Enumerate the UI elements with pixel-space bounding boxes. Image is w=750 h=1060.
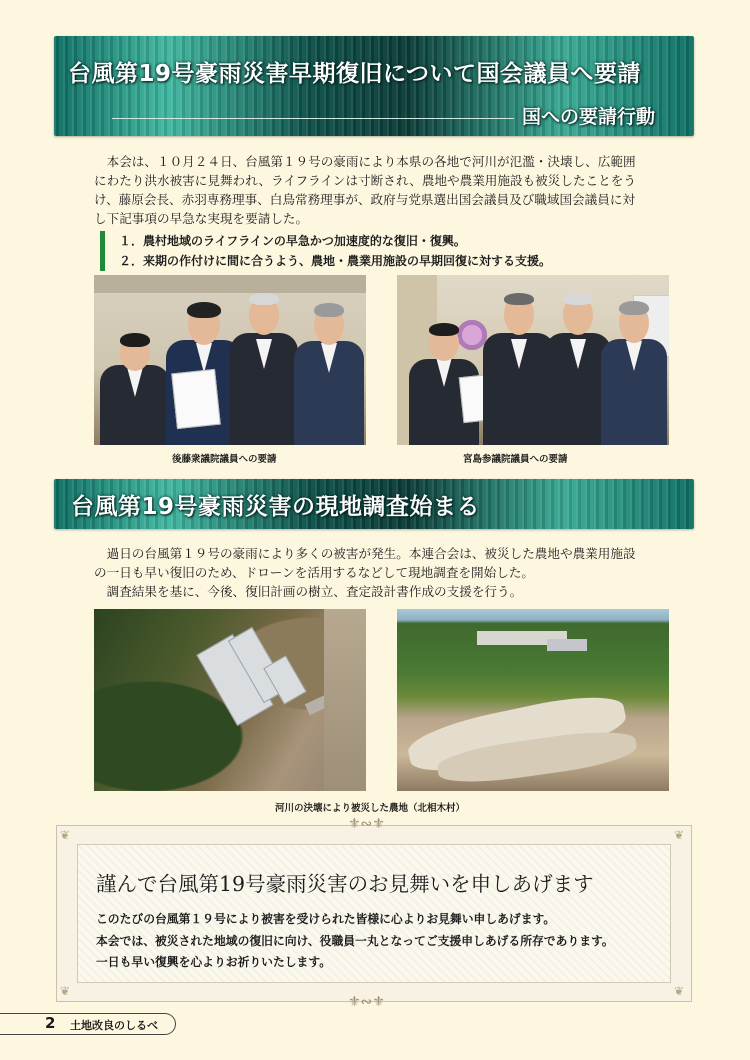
page-footer — [0, 1013, 176, 1035]
survey-line: 調査結果を基に、今後、復旧計画の樹立、査定設計書作成の支援を行う。 — [94, 584, 523, 599]
section1-intro — [94, 152, 669, 228]
survey-line: 過日の台風第１９号の豪雨により多くの被害が発生。本連合会は、被災した農地や農業用施設 — [94, 546, 636, 561]
request-item: ２．来期の作付けに間に合うよう、農地・農業用施設の早期回復に対する支援。 — [119, 254, 552, 268]
section1-subtitle: 国への要請行動 — [522, 106, 656, 128]
photo-caption-goto: 後藤衆議院議員への要請 — [172, 454, 277, 465]
sympathy-title: 謹んで台風第19号豪雨災害のお見舞いを申しあげます — [96, 872, 594, 896]
corner-ornament-icon: ❦ — [60, 984, 71, 998]
corner-ornament-icon: ❦ — [674, 984, 685, 998]
corner-ornament-icon: ❦ — [60, 828, 71, 842]
meeting-photo-goto — [94, 275, 366, 445]
sympathy-line: このたびの台風第１９号により被害を受けられた皆様に心よりお見舞い申しあげます。 — [96, 912, 556, 926]
publication-name: 土地改良のしるべ — [70, 1019, 158, 1032]
survey-line: の一日も早い復旧のため、ドローンを活用するなどして現地調査を開始した。 — [94, 565, 535, 580]
section1-title: 台風第19号豪雨災害早期復旧について国会議員へ要請 — [68, 61, 642, 87]
ornament-icon: ⚜∾⚜ — [348, 994, 385, 1010]
intro-line: 本会は、１０月２４日、台風第１９号の豪雨により本県の各地で河川が氾濫・決壊し、広範囲 — [94, 154, 636, 169]
request-list — [100, 231, 551, 271]
section2-banner — [54, 479, 694, 529]
request-item: １．農村地域のライフラインの早急かつ加速度的な復旧・復興。 — [119, 234, 466, 248]
corner-ornament-icon: ❦ — [674, 828, 685, 842]
ornament-icon: ⚜∾⚜ — [348, 816, 385, 832]
photo-caption-miyajima: 宮島参議院議員への要請 — [463, 454, 568, 465]
section2-body — [94, 544, 669, 601]
aerial-drone-photo — [94, 609, 366, 791]
intro-line: にわたり洪水被害に見舞われ、ライフラインは寸断され、農地や農業用施設も被災したことをう — [94, 173, 636, 188]
sympathy-line: 一日も早い復興を心よりお祈りいたします。 — [96, 955, 331, 969]
section2-title: 台風第19号豪雨災害の現地調査始まる — [71, 494, 481, 520]
meeting-photo-miyajima — [397, 275, 669, 445]
section1-banner — [54, 36, 694, 136]
sympathy-line: 本会では、被災された地域の復旧に向け、役職員一丸となってご支援申しあげる所存であります。 — [96, 933, 614, 948]
page-number: 2 — [45, 1014, 56, 1032]
river-damage-photo — [397, 609, 669, 791]
subtitle-rule — [112, 118, 514, 119]
river-photo-caption: 河川の決壊により被災した農地（北相木村） — [275, 803, 466, 814]
intro-line: け、藤原会長、赤羽専務理事、白鳥常務理事が、政府与党県選出国会議員及び職域国会議員に対 — [94, 192, 636, 207]
intro-line: し下記事項の早急な実現を要請した。 — [94, 211, 309, 226]
sympathy-message — [96, 909, 614, 974]
